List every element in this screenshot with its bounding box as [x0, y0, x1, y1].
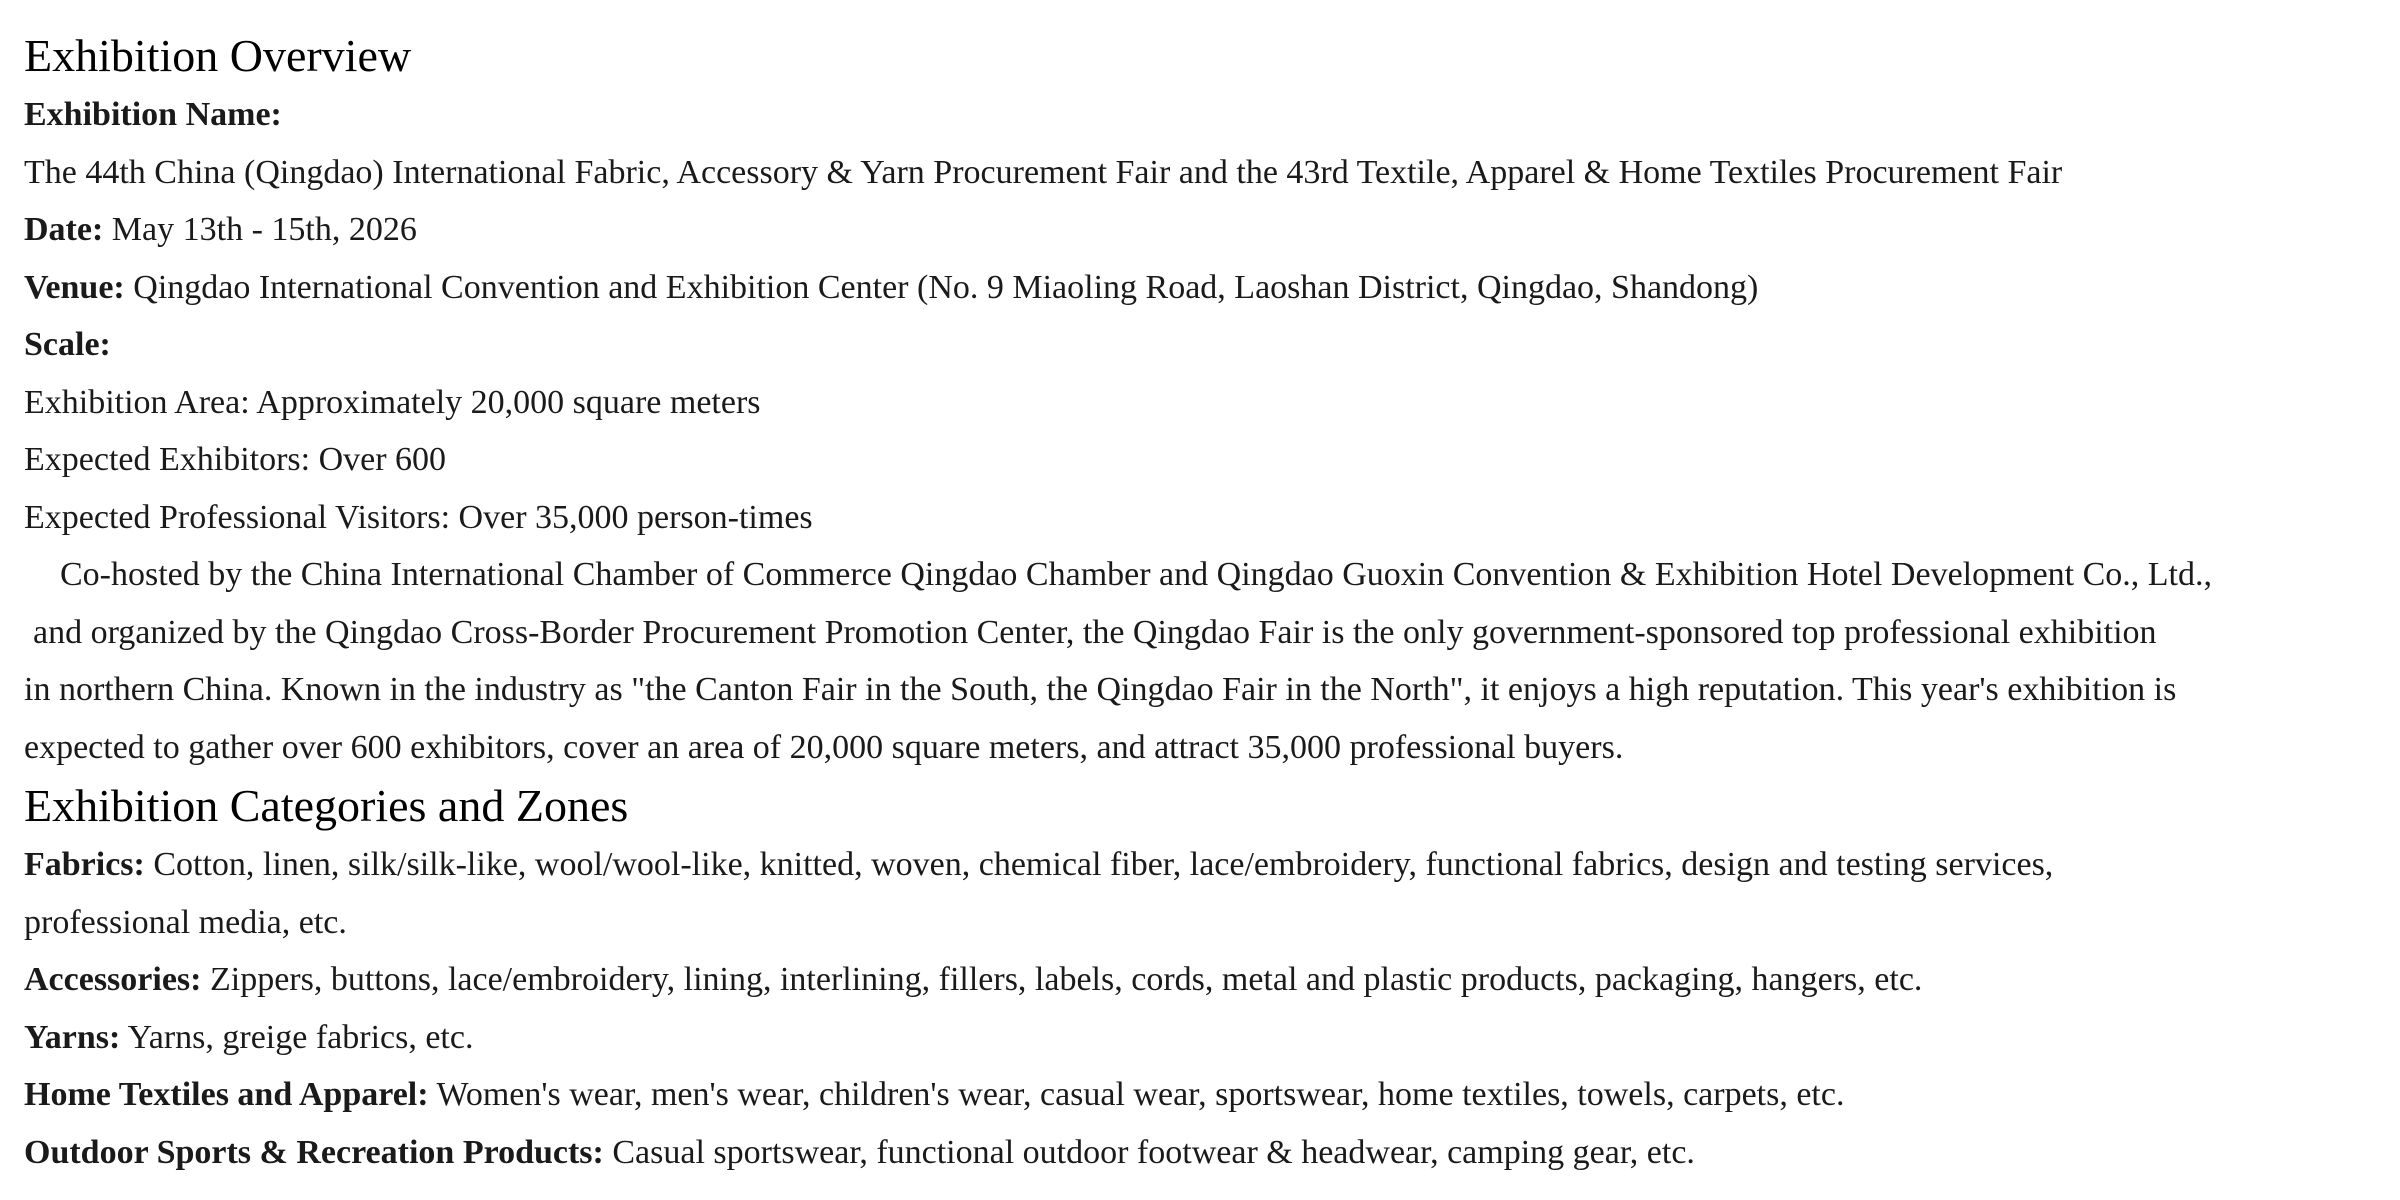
overview-description: [24, 546, 2376, 776]
outdoor-line: [24, 1124, 2376, 1182]
yarns-line: [24, 1009, 2376, 1067]
exhibition-name-label: Exhibition Name:: [24, 96, 282, 133]
categories-heading: Exhibition Categories and Zones: [24, 780, 629, 831]
home-textiles-line: [24, 1066, 2376, 1124]
home-textiles-label: Home Textiles and Apparel:: [24, 1076, 429, 1113]
venue-label: Venue:: [24, 268, 125, 306]
accessories-value: Zippers, buttons, lace/embroidery, lining, interlining, fillers, labels, cords, metal and plastic products, packaging, hangers, etc.: [209, 961, 1923, 998]
venue-value: Qingdao International Convention and Exhibition Center (No. 9 Miaoling Road, Laoshan District, Qingdao, Shandong): [133, 268, 1759, 306]
fabrics-value: Cotton, linen, silk/silk-like, wool/wool-like, knitted, woven, chemical fiber, lace/embroidery, functional fabrics, design and testing services,: [153, 846, 2054, 883]
accessories-line: [24, 951, 2376, 1009]
home-textiles-value: Women's wear, men's wear, children's wear, casual wear, sportswear, home textiles, towels, carpets, etc.: [436, 1076, 1845, 1113]
fabrics-label: Fabrics:: [24, 846, 145, 883]
description-line: and organized by the Qingdao Cross-Border Procurement Promotion Center, the Qingdao Fair is the only government-sponsored top professional exhibition: [33, 613, 2157, 651]
scale-exhibition-area: Exhibition Area: Approximately 20,000 square meters: [24, 383, 761, 421]
fabrics-line: [24, 836, 2376, 894]
date-line: [24, 201, 2376, 259]
yarns-value: Yarns, greige fabrics, etc.: [127, 1018, 474, 1056]
scale-expected-exhibitors: Expected Exhibitors: Over 600: [24, 441, 447, 478]
outdoor-label: Outdoor Sports & Recreation Products:: [24, 1133, 604, 1171]
date-label: Date:: [24, 211, 104, 248]
venue-line: [24, 259, 2376, 317]
exhibition-name-value: The 44th China (Qingdao) International Fabric, Accessory & Yarn Procurement Fair and the 43rd Textile, Apparel & Home Textiles Procurement Fair: [24, 153, 2063, 191]
overview-heading: Exhibition Overview: [24, 30, 412, 81]
scale-expected-visitors: Expected Professional Visitors: Over 35,000 person-times: [24, 498, 813, 536]
exhibition-name-label-line: [24, 86, 2376, 144]
outdoor-value: Casual sportswear, functional outdoor footwear & headwear, camping gear, etc.: [612, 1133, 1695, 1171]
description-line: in northern China. Known in the industry as "the Canton Fair in the South, the Qingdao Fair in the North", it enjoys a high reputation. This year's exhibition is: [24, 671, 2177, 708]
description-line: Co-hosted by the China International Chamber of Commerce Qingdao Chamber and Qingdao Guoxin Convention & Exhibition Hotel Development Co., Ltd.,: [60, 556, 2212, 593]
description-line: expected to gather over 600 exhibitors, cover an area of 20,000 square meters, and attract 35,000 professional buyers.: [24, 728, 1624, 766]
accessories-label: Accessories:: [24, 961, 202, 998]
fabrics-value-continued: professional media, etc.: [24, 903, 347, 941]
date-value: May 13th - 15th, 2026: [111, 211, 417, 248]
scale-label-line: [24, 316, 2376, 374]
yarns-label: Yarns:: [24, 1018, 121, 1056]
scale-label: Scale:: [24, 326, 111, 363]
